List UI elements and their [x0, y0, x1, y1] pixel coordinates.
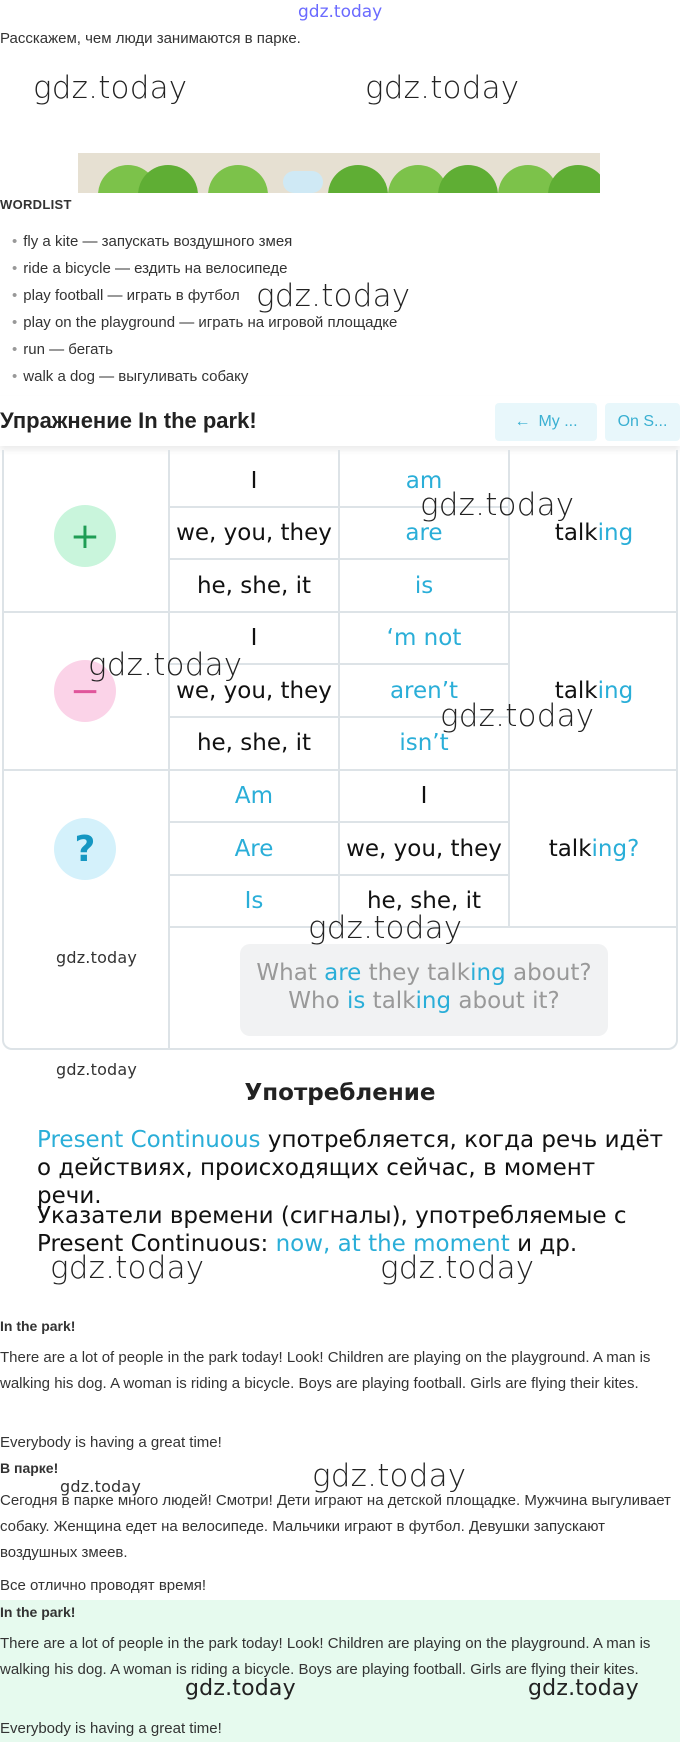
watermark: gdz.today — [33, 70, 188, 106]
pronoun-cell: we, you, they — [176, 678, 332, 704]
usage-paragraph: Present Continuous употребляется, когда речь идёт о действиях, происходящих сейчас, в момент речи. — [37, 1127, 664, 1209]
wordlist-item: • play on the playground — играть на игровой площадке — [12, 314, 397, 331]
participle-cell — [510, 520, 678, 546]
watermark: gdz.today — [528, 1676, 639, 1701]
wordlist-item: • walk a dog — выгуливать собаку — [12, 368, 248, 385]
verb-stem: talk — [554, 520, 598, 546]
answer-body: There are a lot of people in the park today! Look! Children are playing on the playground. A man is walking his dog. A woman is riding a bicycle. Boys are playing football. Girls are flying their kites. — [0, 1635, 651, 1678]
watermark: gdz.today — [440, 698, 595, 734]
arrow-left-icon: ← — [514, 413, 531, 430]
verb-stem: talk — [554, 678, 598, 704]
prev-exercise-button[interactable] — [495, 403, 597, 441]
verb-ending: ing — [597, 678, 634, 704]
text-ru-last: Все отлично проводят время! — [0, 1577, 207, 1594]
pronoun-cell: we, you, they — [176, 520, 332, 546]
pronoun-cell: he, she, it — [196, 730, 312, 756]
verb-cell: Are — [234, 836, 274, 862]
watermark: gdz.today — [88, 647, 243, 683]
pronoun-cell: he, she, it — [196, 573, 312, 599]
text-en-title: In the park! — [0, 1318, 76, 1334]
example-question: Who is talking about it? — [288, 988, 560, 1014]
watermark: gdz.today — [56, 948, 138, 967]
verb-cell: am — [405, 468, 443, 494]
page-title: Упражнение In the park! — [0, 408, 257, 433]
verb-ending: ing? — [591, 836, 640, 862]
verb-ending: ing — [597, 520, 634, 546]
pronoun-cell: I — [250, 625, 258, 651]
pronoun-cell: he, she, it — [366, 888, 482, 914]
participle-cell — [510, 836, 678, 862]
pronoun-cell: I — [250, 468, 258, 494]
verb-cell: isn’t — [399, 730, 449, 756]
verb-cell: are — [405, 520, 443, 546]
answer-last: Everybody is having a great time! — [0, 1720, 222, 1737]
minus-icon: − — [54, 660, 116, 722]
pronoun-cell: we, you, they — [346, 836, 502, 862]
wordlist-title: WORDLIST — [0, 197, 72, 212]
verb-stem: talk — [548, 836, 592, 862]
wordlist-item: • run — бегать — [12, 341, 113, 358]
wordlist-item: • play football — играть в футбол — [12, 287, 240, 304]
next-exercise-label: On S... — [617, 413, 668, 430]
plus-icon: + — [54, 505, 116, 567]
usage-signals: Указатели времени (сигналы), употребляемые с Present Continuous: now, at the moment и др. — [37, 1203, 627, 1257]
watermark: gdz.today — [56, 1060, 138, 1079]
next-exercise-button[interactable] — [605, 403, 680, 441]
verb-cell: Is — [244, 888, 264, 914]
wordlist-item: • fly a kite — запускать воздушного змея — [12, 233, 292, 250]
watermark: gdz.today — [185, 1676, 296, 1701]
watermark: gdz.today — [50, 1250, 205, 1286]
watermark: gdz.today — [365, 70, 520, 106]
text-en-last: Everybody is having a great time! — [0, 1434, 222, 1451]
prev-exercise-label: My ... — [538, 413, 578, 430]
watermark: gdz.today — [308, 910, 463, 946]
verb-cell: is — [414, 573, 434, 599]
answer-title: In the park! — [0, 1604, 76, 1620]
example-box — [240, 944, 608, 1036]
intro-text: Расскажем, чем люди занимаются в парке. — [0, 30, 301, 47]
pronoun-cell: I — [420, 783, 428, 809]
wordlist-item: • ride a bicycle — ездить на велосипеде — [12, 260, 288, 277]
text-ru-body: Сегодня в парке много людей! Смотри! Дети играют на детской площадке. Мужчина выгуливает собаку. Женщина едет на велосипеде. Мальчики играют в футбол. Девушки запускают воздушных змеев. — [0, 1492, 671, 1561]
text-ru-title: В парке! — [0, 1460, 59, 1476]
text-en-body: There are a lot of people in the park today! Look! Children are playing on the playground. A man is walking his dog. A woman is riding a bicycle. Boys are playing football. Girls are flying their kites. — [0, 1349, 651, 1392]
park-illustration — [78, 153, 600, 193]
watermark: gdz.today — [60, 1477, 142, 1496]
verb-cell: aren’t — [389, 678, 459, 704]
watermark: gdz.today — [256, 278, 411, 314]
verb-cell: ‘m not — [386, 625, 462, 651]
example-question: What are they talking about? — [256, 960, 592, 986]
question-icon: ? — [54, 818, 116, 880]
watermark: gdz.today — [380, 1250, 535, 1286]
verb-cell: Am — [234, 783, 274, 809]
site-logo[interactable]: gdz.today — [298, 2, 383, 22]
watermark: gdz.today — [312, 1458, 467, 1494]
watermark: gdz.today — [420, 487, 575, 523]
usage-title: Употребление — [244, 1080, 436, 1106]
